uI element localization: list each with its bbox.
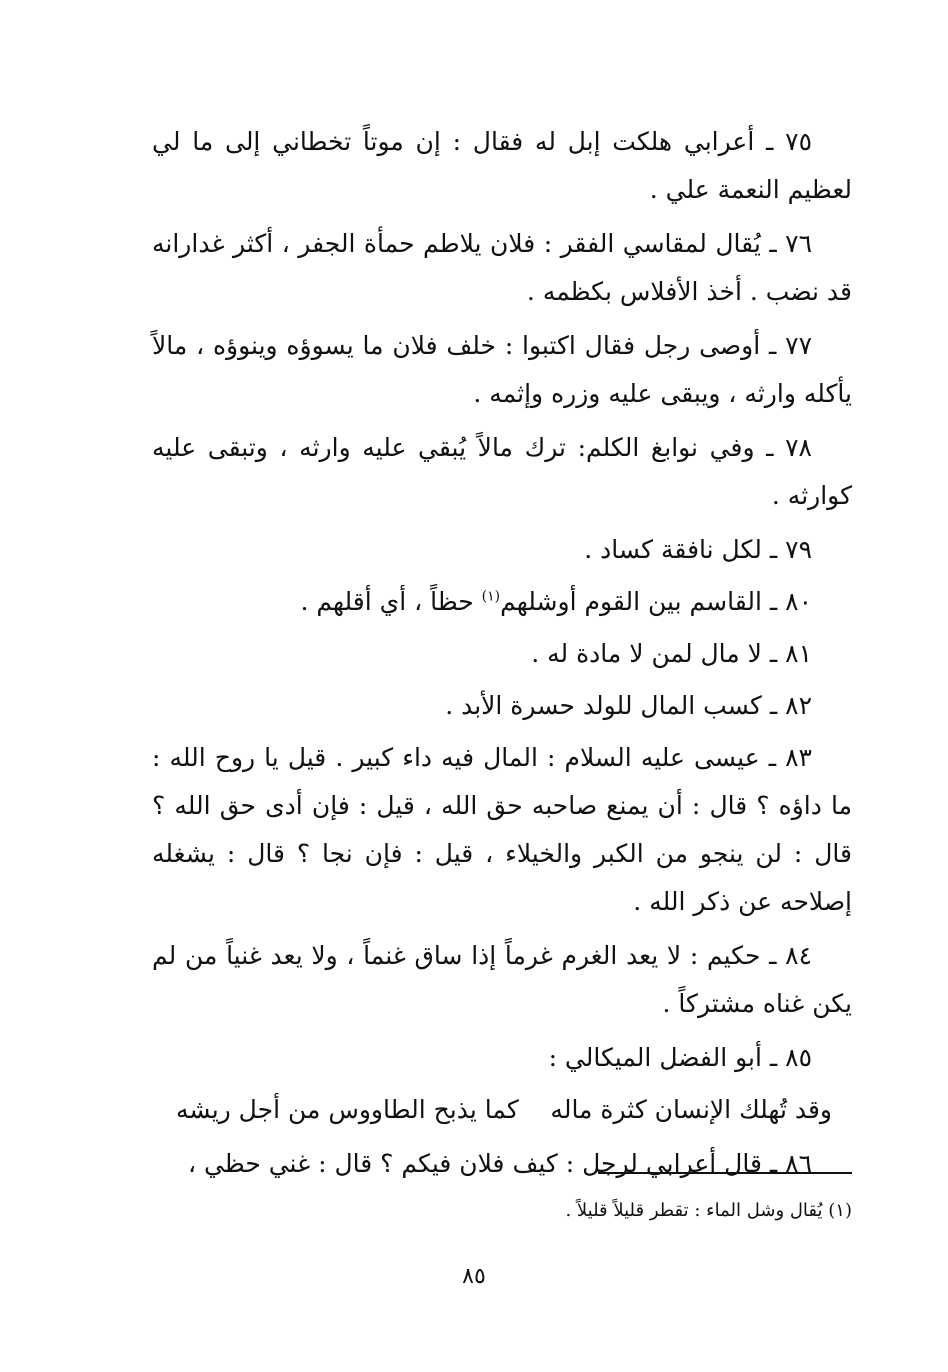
paragraph-text: لكل نافقة كساد . [584, 535, 762, 564]
separator: ـ [769, 691, 778, 720]
paragraph-85 [152, 1034, 852, 1082]
paragraph-79 [152, 526, 852, 574]
verse-first-hemistich: وقد تُهلك الإنسان كثرة ماله [550, 1095, 832, 1124]
separator: ـ [769, 229, 777, 258]
separator: ـ [769, 1149, 778, 1178]
paragraph-number: ٧٥ [785, 127, 812, 156]
separator: ـ [769, 587, 778, 616]
paragraph-number: ٧٨ [785, 433, 812, 462]
footnote [152, 1196, 852, 1226]
paragraph-text: أوصى رجل فقال اكتبوا : خلف فلان ما يسوؤه وينوؤه ، مالاً يأكله وارثه ، ويبقى عليه وزره وإثمه . [152, 331, 852, 408]
paragraph-number: ٨٥ [785, 1043, 812, 1072]
separator: ـ [769, 1043, 778, 1072]
paragraph-number: ٨٢ [785, 691, 812, 720]
footnote-text: يُقال وشل الماء : تقطر قليلاً قليلاً . [565, 1200, 823, 1221]
paragraph-86 [152, 1140, 852, 1188]
paragraph-number: ٨٣ [785, 743, 812, 772]
separator: ـ [769, 535, 778, 564]
paragraph-77 [152, 322, 852, 418]
paragraph-text: وفي نوابغ الكلم: ترك مالاً يُبقي عليه وارثه ، وتبقى عليه كوارثه . [152, 433, 852, 510]
paragraph-81 [152, 630, 852, 678]
paragraph-text: لا مال لمن لا مادة له . [531, 639, 762, 668]
main-text [152, 118, 852, 1194]
paragraph-83 [152, 734, 852, 926]
paragraph-78 [152, 424, 852, 520]
paragraph-number: ٨١ [785, 639, 812, 668]
paragraph-82 [152, 682, 852, 730]
paragraph-number: ٨٠ [785, 587, 812, 616]
paragraph-text: حظاً ، أي أقلهم . [300, 587, 482, 616]
poem-verse [152, 1086, 852, 1134]
paragraph-text: كسب المال للولد حسرة الأبد . [445, 691, 762, 720]
paragraph-75 [152, 118, 852, 214]
separator: ـ [766, 433, 774, 462]
page-number: ٨٥ [462, 1264, 486, 1289]
paragraph-text: قال أعرابي لرجل : كيف فلان فيكم ؟ قال : غني حظي ، [187, 1149, 762, 1178]
footnote-reference: (١) [481, 588, 501, 605]
paragraph-text: حكيم : لا يعد الغرم غرماً إذا ساق غنماً ، ولا يعد غنياً من لم يكن غناه مشتركاً . [152, 941, 852, 1018]
paragraph-text: أبو الفضل الميكالي : [548, 1043, 762, 1072]
paragraph-84 [152, 932, 852, 1028]
separator: ـ [768, 743, 777, 772]
separator: ـ [769, 331, 777, 360]
paragraph-80 [152, 578, 852, 626]
footnote-divider [598, 1172, 852, 1174]
paragraph-text: القاسم بين القوم أوشلهم [500, 587, 762, 616]
paragraph-number: ٨٦ [785, 1149, 812, 1178]
paragraph-text: عيسى عليه السلام : المال فيه داء كبير . قيل يا روح الله : ما داؤه ؟ قال : أن يمنع صاحبه حق الله ، قيل : فإن أدى حق الله ؟ قال : لن ينجو من الكبر والخيلاء ، قيل : فإن نجا ؟ قال : يشغله إصلاحه عن ذكر الله . [152, 743, 852, 916]
paragraph-text: يُقال لمقاسي الفقر : فلان يلاطم حمأة الجفر ، أكثر غدارانه قد نضب . أخذ الأفلاس بكظمه . [152, 229, 852, 306]
paragraph-number: ٧٦ [785, 229, 813, 258]
separator: ـ [769, 941, 777, 970]
paragraph-text: أعرابي هلكت إبل له فقال : إن موتاً تخطاني إلى ما لي لعظيم النعمة علي . [152, 127, 852, 204]
paragraph-number: ٧٧ [785, 331, 812, 360]
separator: ـ [769, 639, 778, 668]
paragraph-number: ٨٤ [785, 941, 813, 970]
separator: ـ [766, 127, 774, 156]
paragraph-76 [152, 220, 852, 316]
paragraph-number: ٧٩ [785, 535, 812, 564]
footnote-marker: (١) [828, 1200, 852, 1221]
verse-second-hemistich: كما يذبح الطاووس من أجل ريشه [176, 1095, 519, 1124]
